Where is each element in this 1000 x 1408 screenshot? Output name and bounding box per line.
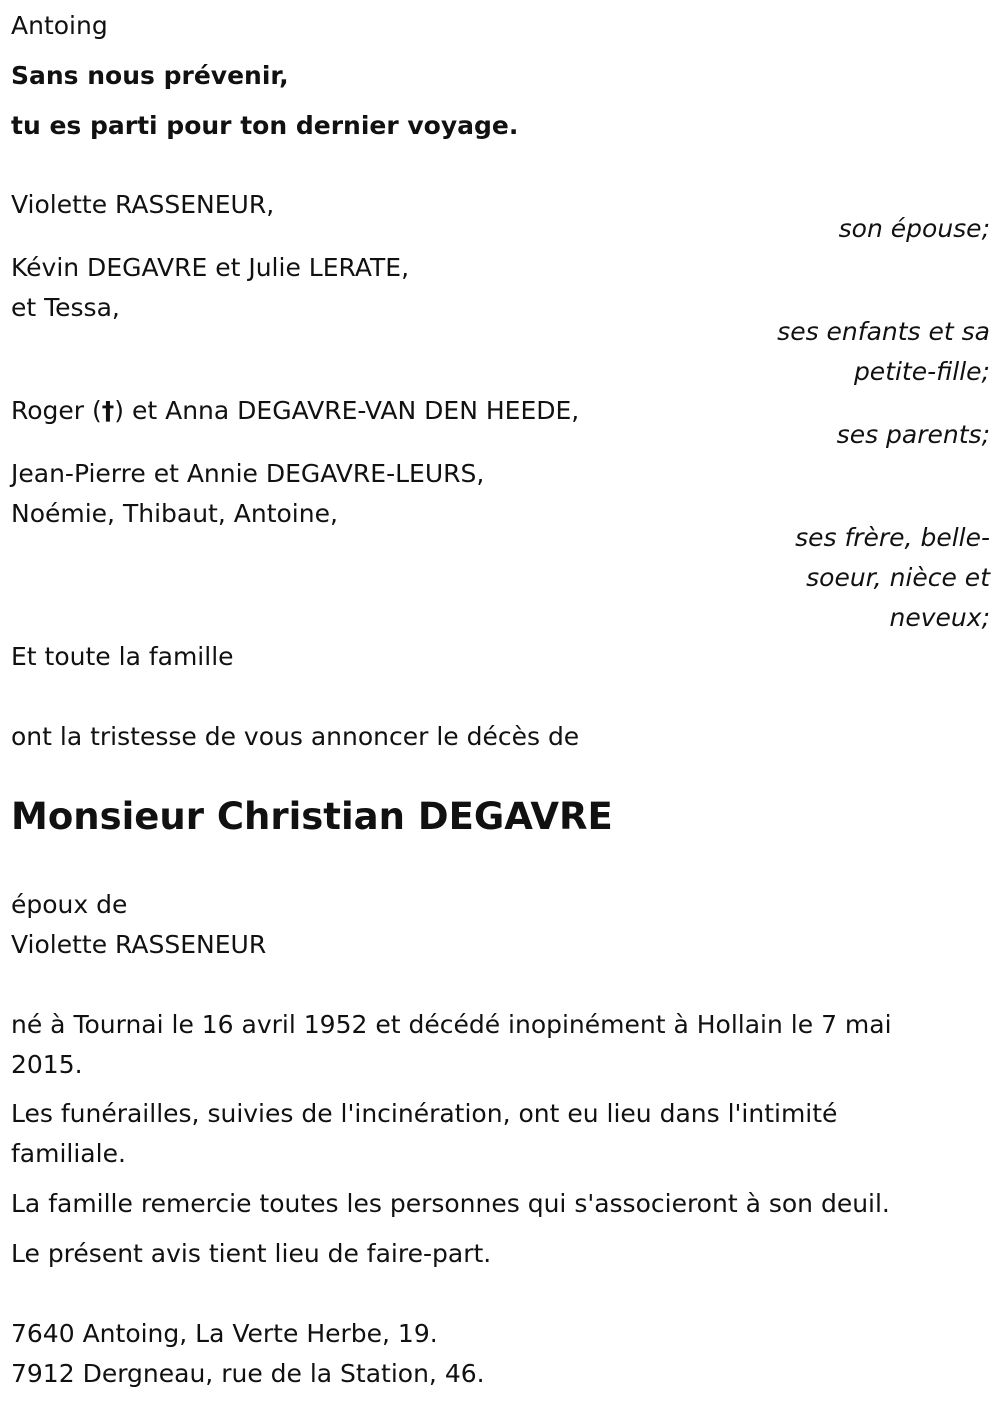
family-member-spouse: Violette RASSENEUR, xyxy=(11,190,275,219)
family-member-children-line-1: Kévin DEGAVRE et Julie LERATE, xyxy=(11,253,410,282)
funeral-line-1: Les funérailles, suivies de l'incinération, ont eu lieu dans l'intimité xyxy=(11,1099,838,1128)
address-2: 7912 Dergneau, rue de la Station, 46. xyxy=(11,1359,485,1388)
family-member-siblings-line-1: Jean-Pierre et Annie DEGAVRE-LEURS, xyxy=(11,459,485,488)
parents-text-after: ) et Anna DEGAVRE-VAN DEN HEEDE, xyxy=(114,396,580,425)
relation-children-line-1: ses enfants et sa xyxy=(777,317,990,346)
birth-death-line-1: né à Tournai le 16 avril 1952 et décédé inopinément à Hollain le 7 mai xyxy=(11,1010,892,1039)
location: Antoing xyxy=(11,11,108,40)
deceased-name: Monsieur Christian DEGAVRE xyxy=(11,795,613,838)
intro-line-1: Sans nous prévenir, xyxy=(11,61,289,90)
birth-death-line-2: 2015. xyxy=(11,1050,83,1079)
relation-children-line-2: petite-fille; xyxy=(853,357,990,386)
thanks-line: La famille remercie toutes les personnes qui s'associeront à son deuil. xyxy=(11,1189,890,1218)
relation-spouse: son épouse; xyxy=(838,214,990,243)
announcement: ont la tristesse de vous annoncer le décès de xyxy=(11,722,580,751)
funeral-line-2: familiale. xyxy=(11,1139,126,1168)
family-closing: Et toute la famille xyxy=(11,642,234,671)
family-member-parents xyxy=(11,391,579,431)
address-1: 7640 Antoing, La Verte Herbe, 19. xyxy=(11,1319,438,1348)
relation-siblings-line-1: ses frère, belle- xyxy=(795,523,990,552)
relation-parents: ses parents; xyxy=(836,420,990,449)
parents-text-before: Roger ( xyxy=(11,396,102,425)
relation-siblings-line-3: neveux; xyxy=(889,603,990,632)
spouse-line-2: Violette RASSENEUR xyxy=(11,930,267,959)
spouse-line-1: époux de xyxy=(11,890,128,919)
family-member-siblings-line-2: Noémie, Thibaut, Antoine, xyxy=(11,499,338,528)
cross-icon: † xyxy=(101,396,115,425)
notice-line: Le présent avis tient lieu de faire-part. xyxy=(11,1239,492,1268)
intro-line-2: tu es parti pour ton dernier voyage. xyxy=(11,111,519,140)
family-member-children-line-2: et Tessa, xyxy=(11,293,120,322)
relation-siblings-line-2: soeur, nièce et xyxy=(806,563,990,592)
